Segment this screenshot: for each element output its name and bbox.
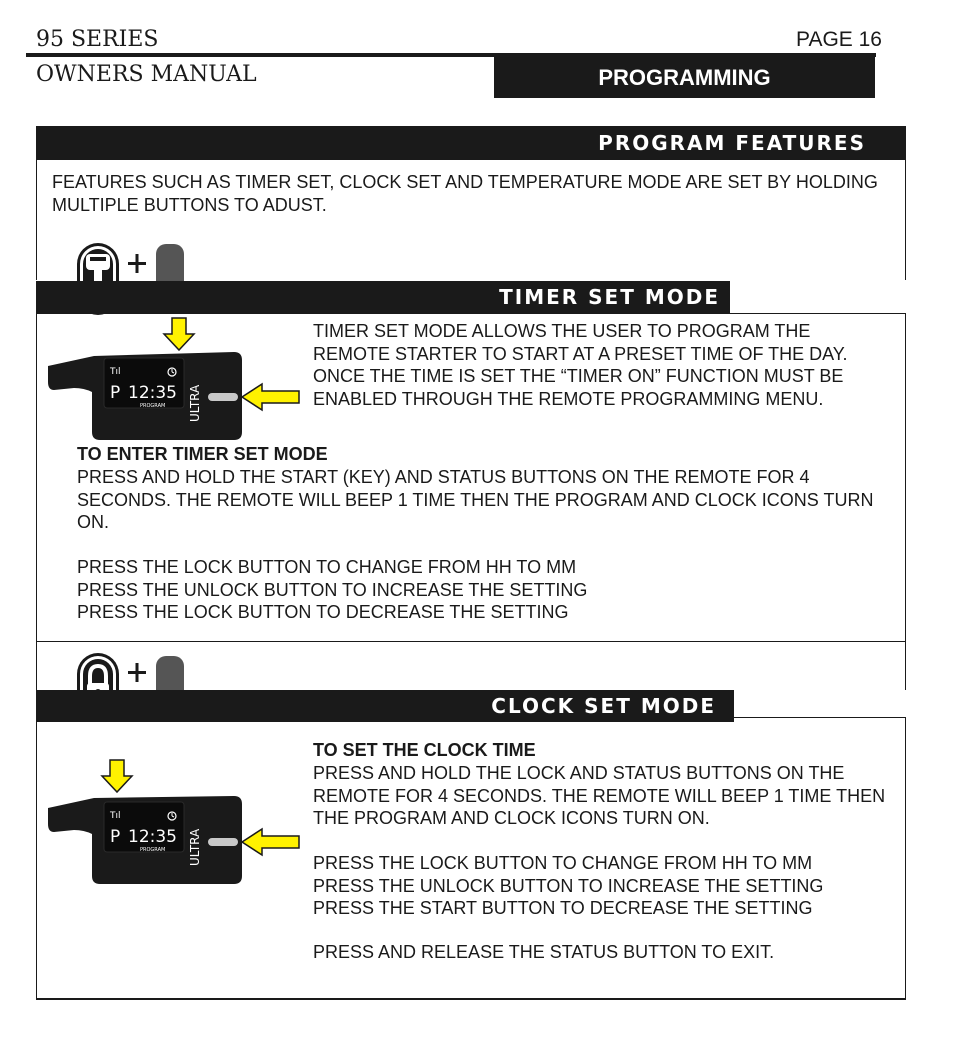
remote-display-time: 12:35: [128, 827, 177, 847]
list-item: PRESS THE UNLOCK BUTTON TO INCREASE THE SETTING: [77, 579, 588, 600]
remote-icon: [48, 352, 242, 440]
clock-heading: TO SET THE CLOCK TIME: [313, 740, 536, 760]
list-item: PRESS THE UNLOCK BUTTON TO INCREASE THE SETTING: [313, 875, 824, 896]
clock-set-title: CLOCK SET MODE: [491, 694, 716, 718]
program-features-title: PROGRAM FEATURES: [598, 131, 866, 155]
page-number: PAGE 16: [796, 28, 882, 51]
timer-remote-illustration: [44, 316, 304, 444]
remote-brand: ULTRA: [188, 828, 202, 866]
remote-display-p: P: [110, 383, 121, 403]
list-item: PRESS THE START BUTTON TO DECREASE THE SETTING: [313, 898, 813, 918]
timer-set-title: TIMER SET MODE: [499, 285, 720, 309]
plus-icon: [128, 663, 146, 682]
remote-brand: ULTRA: [188, 384, 202, 422]
clock-exit-text: PRESS AND RELEASE THE STATUS BUTTON TO EXIT.: [313, 942, 775, 962]
arrow-left-icon: [242, 384, 299, 410]
series-label: 95 SERIES: [36, 27, 159, 52]
list-item: PRESS THE LOCK BUTTON TO CHANGE FROM HH TO MM: [77, 557, 577, 577]
list-item: PRESS THE LOCK BUTTON TO DECREASE THE SETTING: [77, 602, 569, 622]
remote-icon: [48, 796, 242, 884]
clock-button-list: [313, 852, 898, 920]
list-item: PRESS THE LOCK BUTTON TO CHANGE FROM HH TO MM: [313, 853, 813, 873]
arrow-down-icon: [102, 760, 132, 792]
timer-set-bar: [36, 281, 730, 313]
arrow-down-icon: [164, 318, 194, 350]
remote-display-program: PROGRAM: [140, 847, 166, 853]
svg-text:Tıl: Tıl: [110, 367, 121, 377]
program-features-bar: [36, 126, 906, 160]
timer-button-list: [77, 556, 892, 624]
remote-display-program: PROGRAM: [140, 403, 166, 409]
svg-text:Tıl: Tıl: [110, 811, 121, 821]
section-title: PROGRAMMING: [494, 57, 875, 98]
arrow-left-icon: [242, 829, 299, 855]
clock-remote-illustration: [44, 758, 304, 886]
manual-label: OWNERS MANUAL: [36, 62, 257, 87]
timer-enter-steps: PRESS AND HOLD THE START (KEY) AND STATUS BUTTONS ON THE REMOTE FOR 4 SECONDS. THE REMOTE WILL BEEP 1 TIME THEN THE PROGRAM AND CLOCK ICONS TURN ON.: [77, 467, 874, 532]
timer-enter-heading: TO ENTER TIMER SET MODE: [77, 444, 328, 464]
intro-text: FEATURES SUCH AS TIMER SET, CLOCK SET AND TEMPERATURE MODE ARE SET BY HOLDING MULTIPLE BUTTONS TO ADUST.: [52, 172, 878, 215]
remote-display-time: 12:35: [128, 383, 177, 403]
remote-display-p: P: [110, 827, 121, 847]
clock-steps: PRESS AND HOLD THE LOCK AND STATUS BUTTONS ON THE REMOTE FOR 4 SECONDS. THE REMOTE WILL BEEP 1 TIME THEN THE PROGRAM AND CLOCK ICONS TURN ON.: [313, 763, 886, 828]
plus-icon: [128, 254, 146, 273]
timer-description: TIMER SET MODE ALLOWS THE USER TO PROGRAM THE REMOTE STARTER TO START AT A PRESET TIME OF THE DAY. ONCE THE TIME IS SET THE “TIMER ON” FUNCTION MUST BE ENABLED THROUGH THE REMOTE PROGRAMMING MENU.: [313, 321, 848, 409]
